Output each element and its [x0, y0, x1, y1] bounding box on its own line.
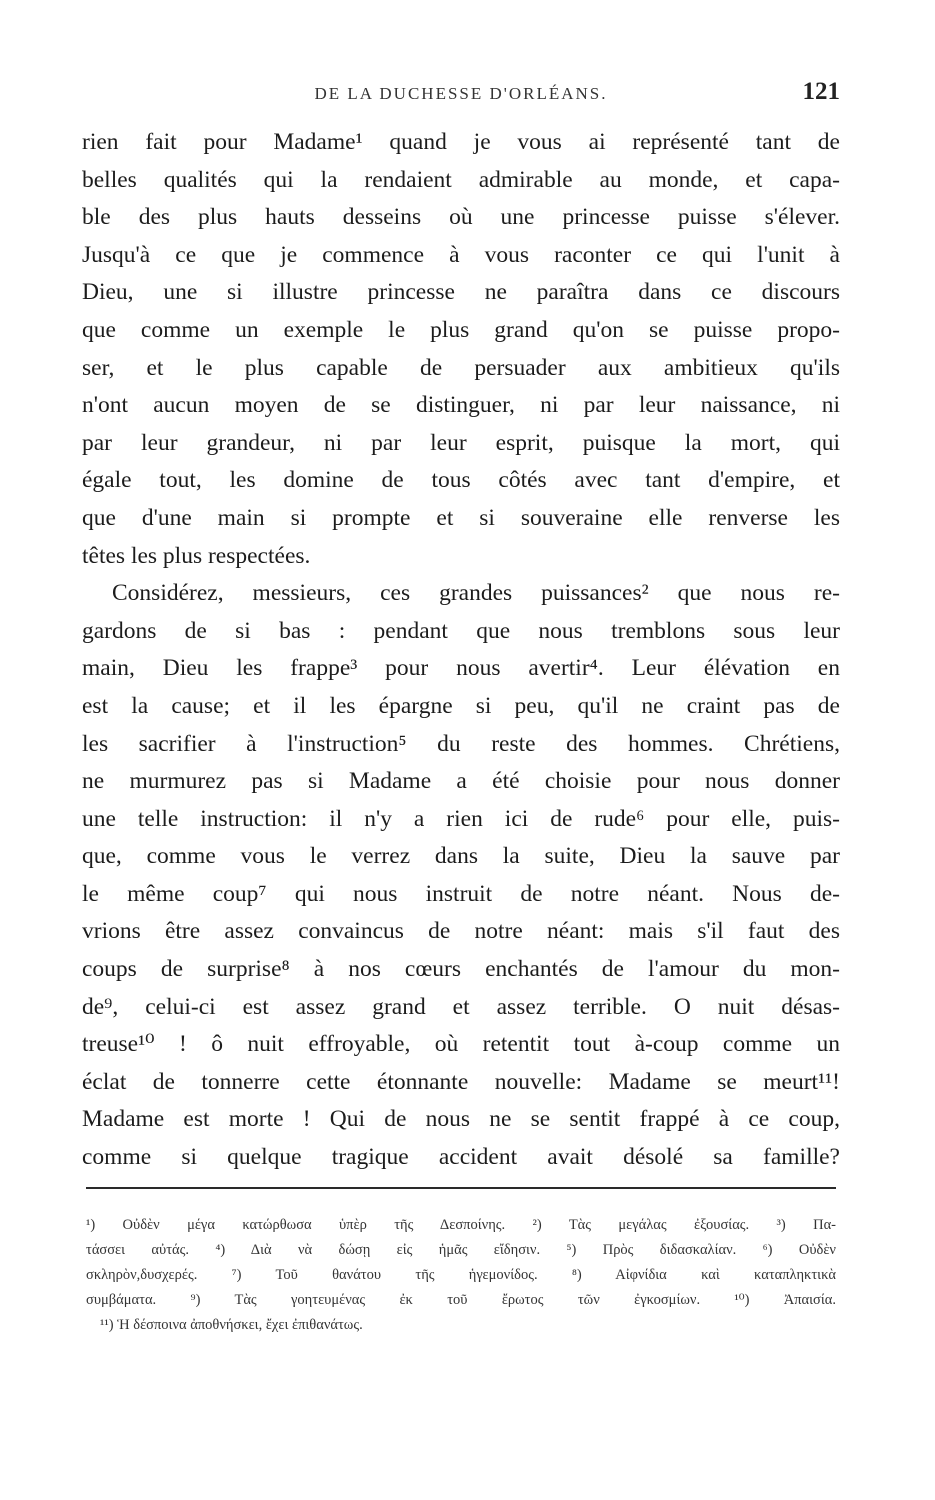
- text-line: n'ont aucun moyen de se distinguer, ni par leur naissance, ni: [82, 392, 840, 419]
- text-line: que d'une main si prompte et si souveraine elle renverse les: [82, 504, 840, 531]
- footnote-line: τάσσει αὐτάς. ⁴) Διὰ νὰ δώσῃ εἰς ἡμᾶς εἴδησιν. ⁵) Πρὸς διδασκαλίαν. ⁶) Οὐδὲν: [86, 1242, 836, 1258]
- text-line: Jusqu'à ce que je commence à vous raconter ce qui l'unit à: [82, 241, 840, 268]
- page-header: [82, 78, 840, 112]
- text-line: comme si quelque tragique accident avait désolé sa famille?: [82, 1144, 840, 1171]
- text-line: les sacrifier à l'instruction⁵ du reste des hommes. Chrétiens,: [82, 730, 840, 757]
- body-text: [82, 124, 840, 1177]
- text-line: par leur grandeur, ni par leur esprit, puisque la mort, qui: [82, 429, 840, 456]
- text-line: de⁹, celui-ci est assez grand et assez terrible. O nuit désas-: [82, 993, 840, 1020]
- text-line: belles qualités qui la rendaient admirable au monde, et capa-: [82, 166, 840, 193]
- text-line: que, comme vous le verrez dans la suite, Dieu la sauve par: [82, 843, 840, 870]
- text-line: ser, et le plus capable de persuader aux ambitieux qu'ils: [82, 354, 840, 381]
- footnote-line: συμβάματα. ⁹) Τὰς γοητευμένας ἐκ τοῦ ἔρωτος τῶν ἐγκοσμίων. ¹⁰) Ἀπαισία.: [86, 1292, 836, 1308]
- text-line: Considérez, messieurs, ces grandes puissances² que nous re-: [112, 580, 840, 607]
- text-line: main, Dieu les frappe³ pour nous avertir⁴. Leur élévation en: [82, 655, 840, 682]
- text-line: treuse¹⁰ ! ô nuit effroyable, où retentit tout à-coup comme un: [82, 1031, 840, 1058]
- text-line: ne murmurez pas si Madame a été choisie pour nous donner: [82, 768, 840, 795]
- text-line: une telle instruction: il n'y a rien ici de rude⁶ pour elle, puis-: [82, 805, 840, 832]
- text-line: rien fait pour Madame¹ quand je vous ai représenté tant de: [82, 129, 840, 155]
- text-line: que comme un exemple le plus grand qu'on se puisse propo-: [82, 316, 840, 343]
- footnote-line: ¹) Οὐδὲν μέγα κατώρθωσα ὑπὲρ τῆς Δεσποίνης. ²) Τὰς μεγάλας ἐξουσίας. ³) Πα-: [86, 1217, 836, 1233]
- text-line: Dieu, une si illustre princesse ne paraîtra dans ce discours: [82, 279, 840, 306]
- text-line: ble des plus hauts desseins où une princesse puisse s'élever.: [82, 204, 840, 231]
- text-line: égale tout, les domine de tous côtés avec tant d'empire, et: [82, 467, 840, 494]
- text-line: éclat de tonnerre cette étonnante nouvelle: Madame se meurt¹¹!: [82, 1068, 840, 1095]
- text-line: gardons de si bas : pendant que nous tremblons sous leur: [82, 617, 840, 644]
- text-line: vrions être assez convaincus de notre néant: mais s'il faut des: [82, 918, 840, 945]
- footnotes: [86, 1213, 836, 1338]
- footnote-line: σκληρὸν,δυσχερές. ⁷) Τοῦ θανάτου τῆς ἡγεμονίδος. ⁸) Αἰφνίδια καὶ καταπληκτικὰ: [86, 1267, 836, 1283]
- text-line: le même coup⁷ qui nous instruit de notre néant. Nous de-: [82, 880, 840, 907]
- text-line: coups de surprise⁸ à nos cœurs enchantés de l'amour du mon-: [82, 956, 840, 983]
- text-line: Madame est morte ! Qui de nous ne se sentit frappé à ce coup,: [82, 1106, 840, 1133]
- running-head: DE LA DUCHESSE D'ORLÉANS.: [314, 84, 608, 103]
- page-number: 121: [802, 78, 840, 105]
- text-line: est la cause; et il les épargne si peu, qu'il ne craint pas de: [82, 692, 840, 719]
- footnote-divider: [86, 1187, 836, 1189]
- footnote-line: ¹¹) Ἡ δέσποινα ἀποθνήσκει, ἔχει ἐπιθανάτως.: [100, 1317, 363, 1333]
- text-line: têtes les plus respectées.: [82, 542, 311, 569]
